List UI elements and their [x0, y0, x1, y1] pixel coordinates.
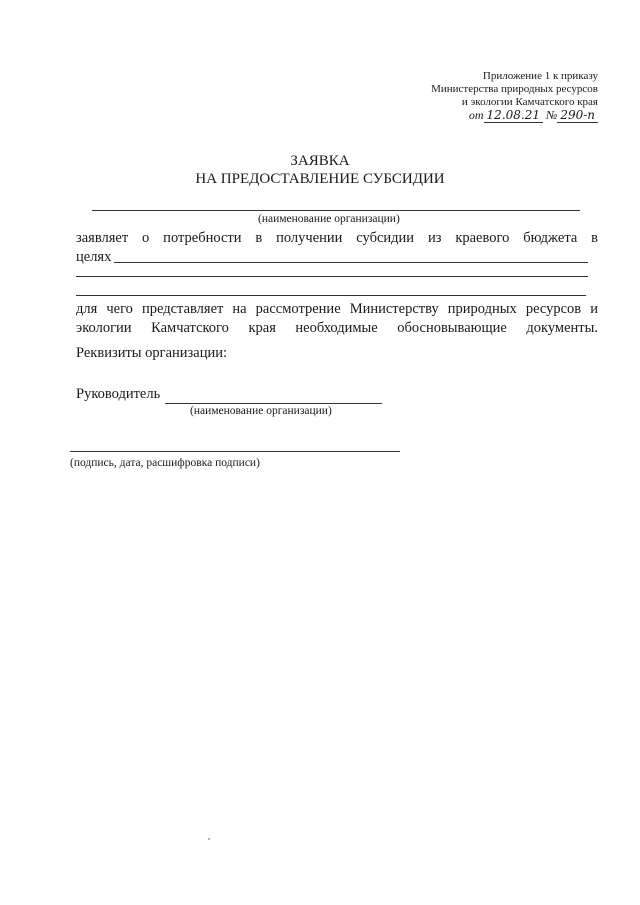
title-line-2: НА ПРЕДОСТАВЛЕНИЕ СУБСИДИИ	[195, 171, 445, 187]
purpose-line-1: заявляет о потребности в получении субсидии из краевого бюджета в	[76, 230, 598, 246]
date-prefix: от	[468, 108, 484, 122]
purpose-fill-line-1	[114, 262, 588, 263]
annex-block	[368, 70, 598, 122]
purpose-fill-line-2	[76, 276, 588, 277]
purpose-fill-line-3	[76, 295, 586, 296]
documents-line-1: для чего представляет на рассмотрение Министерству природных ресурсов и	[76, 301, 598, 317]
number-prefix: №	[545, 108, 558, 122]
annex-line-3: и экологии Камчатского края	[461, 96, 598, 108]
number-handwritten: 290-п	[557, 108, 598, 123]
head-label: Руководитель	[76, 386, 161, 402]
requisites-label: Реквизиты организации:	[76, 345, 228, 361]
paragraph-documents	[76, 300, 598, 338]
org-name-line	[92, 210, 580, 211]
date-handwritten: 12.08.21	[484, 108, 543, 123]
title-line-1: ЗАЯВКА	[290, 153, 350, 169]
signature-line	[70, 451, 400, 452]
documents-line-2: экологии Камчатского края необходимые обосновывающие документы.	[76, 320, 598, 336]
document-title	[0, 152, 640, 188]
annex-line-1: Приложение 1 к приказу	[482, 70, 598, 82]
signature-caption: (подпись, дата, расшифровка подписи)	[70, 457, 260, 469]
org-name-caption: (наименование организации)	[258, 213, 400, 225]
annex-date-line	[368, 109, 598, 122]
purpose-line-2: целях	[76, 249, 112, 265]
head-caption: (наименование организации)	[190, 405, 332, 417]
annex-line-2: Министерства природных ресурсов	[431, 83, 598, 95]
head-fill-line	[165, 403, 382, 404]
scan-speck	[208, 838, 210, 840]
